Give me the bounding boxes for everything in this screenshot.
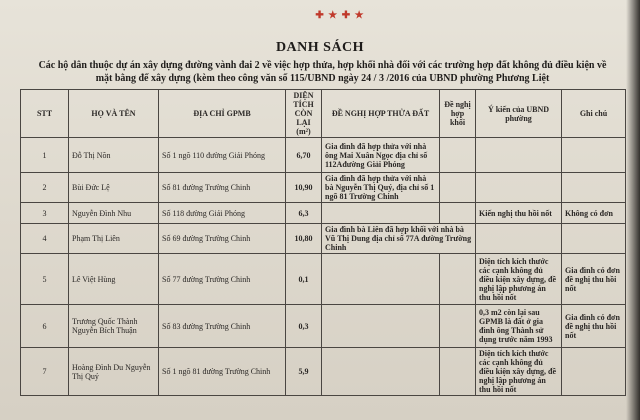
table-row xyxy=(21,305,626,348)
cell-opinion: 0,3 m2 còn lại sau GPMB là đất ở gia đình ông Thành sử dụng trước năm 1993 xyxy=(476,305,562,348)
cell-note xyxy=(562,224,626,254)
cell-area: 5,9 xyxy=(286,348,322,396)
header-note: Ghi chú xyxy=(562,90,626,138)
cell-area: 6,3 xyxy=(286,203,322,224)
cell-address: Số 83 đường Trường Chinh xyxy=(159,305,286,348)
cell-opinion xyxy=(476,138,562,173)
cell-proposal: Gia đình đã hợp thửa với nhà ông Mai Xuân Ngọc địa chỉ số 112Ađường Giải Phóng xyxy=(322,138,440,173)
cell-opinion: Diện tích kích thước các cạnh không đủ điều kiện xây dựng, đề nghị lập phương án thu hồi nốt xyxy=(476,348,562,396)
cell-block xyxy=(440,138,476,173)
cell-area: 0,1 xyxy=(286,254,322,305)
page-edge-shadow xyxy=(626,0,640,420)
cell-proposal xyxy=(322,348,440,396)
table-row xyxy=(21,254,626,305)
header-stt: STT xyxy=(21,90,69,138)
cell-area: 0,3 xyxy=(286,305,322,348)
household-table xyxy=(20,89,626,396)
document-subtitle: Các hộ dân thuộc dự án xây dựng đường vành đai 2 về việc hợp thửa, hợp khối nhà đối với các trường hợp đất không đủ điều kiện về mặt bằng để xây dựng (kèm theo công văn số 115/UBND ngày 24 / 3 /2016 của UBND phường Phương Liệt xyxy=(38,60,607,84)
cell-stt: 2 xyxy=(21,173,69,203)
cell-name: Trương Quốc Thành Nguyễn Bích Thuận xyxy=(69,305,159,348)
cell-proposal: Gia đình bà Liên đã hợp khối với nhà bà Vũ Thị Dung địa chỉ số 77A đường Trường Chinh xyxy=(322,224,476,254)
cell-note: Gia đình có đơn đề nghị thu hồi nốt xyxy=(562,254,626,305)
header-opinion: Ý kiến của UBND phường xyxy=(476,90,562,138)
cell-block xyxy=(440,305,476,348)
cell-stt: 6 xyxy=(21,305,69,348)
table-row xyxy=(21,138,626,173)
cell-stt: 7 xyxy=(21,348,69,396)
cell-note: Không có đơn xyxy=(562,203,626,224)
cell-area: 10,80 xyxy=(286,224,322,254)
cell-name: Bùi Đức Lệ xyxy=(69,173,159,203)
header-proposal: ĐỀ NGHỊ HỢP THỬA ĐẤT xyxy=(322,90,440,138)
header-block: Đề nghị hợp khối xyxy=(440,90,476,138)
cell-note xyxy=(562,138,626,173)
cell-address: Số 1 ngõ 110 đường Giải Phóng xyxy=(159,138,286,173)
cell-name: Lê Việt Hùng xyxy=(69,254,159,305)
cell-stt: 5 xyxy=(21,254,69,305)
cell-note xyxy=(562,173,626,203)
cell-address: Số 81 đường Trường Chinh xyxy=(159,173,286,203)
table-row xyxy=(21,203,626,224)
cell-area: 6,70 xyxy=(286,138,322,173)
red-stamp: ✚ ★ ✚ ★ xyxy=(315,9,365,21)
cell-opinion xyxy=(476,224,562,254)
cell-opinion: Kiến nghị thu hồi nốt xyxy=(476,203,562,224)
document-title: DANH SÁCH xyxy=(275,40,365,55)
header-name: HỌ VÀ TÊN xyxy=(69,90,159,138)
table-row xyxy=(21,224,626,254)
cell-name: Hoàng Đình Du Nguyễn Thị Quý xyxy=(69,348,159,396)
cell-proposal xyxy=(322,305,440,348)
cell-opinion: Diện tích kích thước các cạnh không đủ điều kiện xây dựng, đề nghị lập phương án thu hồi nốt xyxy=(476,254,562,305)
cell-name: Nguyễn Đình Nhu xyxy=(69,203,159,224)
cell-opinion xyxy=(476,173,562,203)
cell-name: Đỗ Thị Nõn xyxy=(69,138,159,173)
cell-address: Số 77 đường Trường Chinh xyxy=(159,254,286,305)
cell-block xyxy=(440,348,476,396)
header-address: ĐỊA CHỈ GPMB xyxy=(159,90,286,138)
cell-proposal: Gia đình đã hợp thửa với nhà bà Nguyễn Thị Quý, địa chỉ số 1 ngõ 81 Trường Chinh xyxy=(322,173,440,203)
cell-proposal xyxy=(322,203,440,224)
cell-name: Phạm Thị Liên xyxy=(69,224,159,254)
cell-address: Số 69 đường Trường Chinh xyxy=(159,224,286,254)
table-header-row xyxy=(21,90,626,138)
cell-stt: 3 xyxy=(21,203,69,224)
header-area: DIỆN TÍCH CÒN LẠI (m²) xyxy=(286,90,322,138)
cell-note: Gia đình có đơn đề nghị thu hồi nốt xyxy=(562,305,626,348)
cell-proposal xyxy=(322,254,440,305)
cell-address: Số 1 ngõ 81 đường Trường Chinh xyxy=(159,348,286,396)
cell-area: 10,90 xyxy=(286,173,322,203)
cell-block xyxy=(440,254,476,305)
table-row xyxy=(21,348,626,396)
cell-address: Số 118 đường Giải Phóng xyxy=(159,203,286,224)
cell-note xyxy=(562,348,626,396)
cell-block xyxy=(440,173,476,203)
table-row xyxy=(21,173,626,203)
cell-stt: 4 xyxy=(21,224,69,254)
cell-block xyxy=(440,203,476,224)
cell-stt: 1 xyxy=(21,138,69,173)
